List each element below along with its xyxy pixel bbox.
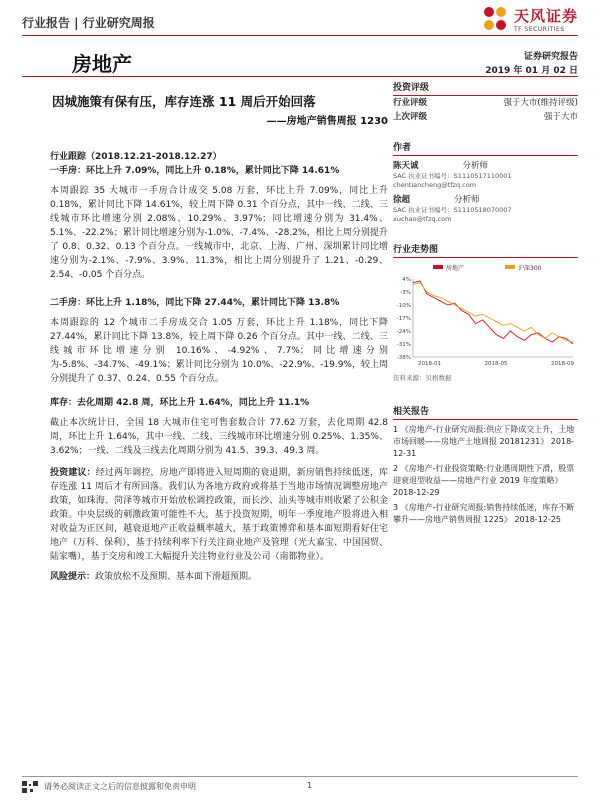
investment-paragraph (50, 466, 388, 564)
tracking-period: 行业跟踪（2018.12.21-2018.12.27） (50, 152, 222, 162)
author-2 (393, 194, 578, 224)
series-line-2 (413, 283, 573, 342)
report-subtitle: ——房地产销售周报 1230 (266, 116, 388, 127)
related-reports (393, 424, 578, 526)
y-tick-label: -38% (396, 355, 411, 361)
legend-label: 沪深300 (518, 265, 542, 272)
y-tick-label: -3% (400, 290, 411, 296)
page-number: 1 (307, 781, 313, 790)
sector-title: 房地产 (72, 52, 132, 76)
industry-rating-label: 行业评级 (393, 98, 428, 108)
logo-mark-icon (480, 4, 510, 34)
related-report-3[interactable]: 3 《房地产-行业研究周报:销售持续低迷，库存不断攀升——房地产销售周报 1225》 2018-12-25 (393, 503, 575, 524)
author-name: 徐超 (393, 195, 411, 205)
disclaimer: 请务必阅读正文之后的信息披露和免责申明 (44, 782, 196, 791)
inventory-heading: 库存：去化周期 42.8 周，环比上升 1.64%，同比上升 11.1% (50, 398, 310, 408)
brand-name-en: TF SECURITIES (513, 26, 565, 33)
y-tick-label: -17% (396, 316, 411, 322)
new-home-paragraph: 本周跟踪 35 大城市一手房合计成交 5.08 万套，环比上升 7.09%，同比上升 0.18%，累计同比下降 14.61%，较上周下降 0.31 个百分点，其中一线、二线、三线城市环比增速分别 2.08%、10.29%、3.97%；同比增速分别为 31.4%、5.1%、-22.2%；累计同比增速分别为-1.0%、-7.4%、-28.2%，相比上周分别提升了 0.8、0.32、0.13 个百分点。一线城市中，北京、上海、广州、深圳累计同比增速分别为-2.1%、-7.9%、3.9%、11.3%，相比上周分别提升了 1.21、-0.29、2.54、-0.05 个百分点。 (50, 186, 388, 280)
main-content (50, 150, 388, 584)
author-email[interactable]: xuchao@tfzq.com (393, 215, 452, 223)
second-hand-heading: 二手房：环比上升 1.18%，同比下降 27.44%，累计同比下降 13.8% (50, 298, 340, 308)
x-tick-label: 2018-01 (418, 361, 441, 367)
rating-section-title: 投资评级 (393, 80, 578, 96)
legend-swatch (433, 265, 443, 269)
page-footer (22, 776, 578, 794)
chart-source: 资料来源：贝格数据 (393, 374, 452, 382)
risk-text: 政策放松不及预期、基本面下滑超预期。 (95, 572, 258, 582)
x-tick-label: 2018-09 (551, 361, 574, 367)
trend-chart-svg (393, 261, 578, 371)
authors-section-title: 作者 (393, 140, 578, 156)
legend-label: 房地产 (446, 265, 465, 272)
author-sac: SAC 执业证书编号：S1110518070007 (393, 206, 512, 214)
y-tick-label: -24% (396, 329, 411, 335)
author-name: 陈天诚 (393, 161, 419, 171)
author-role: 分析师 (454, 195, 480, 205)
previous-rating-value: 强于大市 (543, 112, 578, 122)
legend-swatch (505, 265, 515, 269)
inventory-paragraph: 截止本次统计日，全国 18 大城市住宅可售套数合计 77.62 万套，去化周期 42.8 周，环比上升 1.64%，其中一线、二线、三线城市环比增速分别 0.25%、1.35%、3.62%；一线、二线及三线去化周期分别为 41.5、39.3、49.3 周。 (50, 418, 388, 456)
trend-chart (393, 261, 578, 371)
sidebar (393, 78, 578, 529)
previous-rating-row (393, 110, 578, 124)
investment-text: 经过两年调控，房地产即将进入短周期的衰退期，新房销售持续低迷，库存连涨 11 周后才有所回落。我们认为各地方政府或将基于当地市场情况调整房地产政策，如珠海、菏泽等城市开始放松调控政策，而长沙、汕头等城市则收紧了公积金政策。中央层级的刺激政策可能性不大，基于投资短期，明年一季度地产股将进入相对收益为正区间，越衰退地产正收益概率越大，基于政策博弈和基本面短期看好住宅地产（万科、保利），基于持续利率下行关注商业地产及管理（光大嘉宝、中国国贸、陆家嘴），基于交房和竣工大幅提升关注物业行业及公司（南都物业）。 (50, 468, 388, 562)
investment-label: 投资建议： (50, 468, 96, 478)
brand-name-cn: 天风证券 (513, 7, 578, 25)
series-line-1 (413, 281, 573, 344)
new-home-heading: 一手房：环比上升 7.09%，同比上升 0.18%，累计同比下降 14.61% (50, 166, 340, 176)
author-role: 分析师 (462, 161, 489, 171)
report-type: 证券研究报告 (523, 52, 578, 62)
risk-paragraph (50, 570, 388, 584)
brand-logo (480, 4, 578, 34)
industry-rating-value: 强于大市(维持评级) (503, 98, 578, 108)
related-report-1[interactable]: 1 《房地产-行业研究周报:供应下降成交上升，土地市场回暖——房地产土地周报 20181231》 2018-12-31 (393, 425, 575, 458)
related-section-title: 相关报告 (393, 404, 578, 420)
top-bar (22, 7, 578, 36)
trend-section-title: 行业走势图 (393, 242, 578, 258)
x-tick-label: 2018-05 (484, 361, 508, 367)
risk-label: 风险提示： (50, 572, 96, 582)
report-title: 因城施策有保有压，库存连涨 11 周后开始回落 (52, 94, 316, 109)
report-kind: 行业报告 | 行业研究周报 (22, 16, 155, 30)
y-tick-label: 4% (402, 277, 411, 283)
author-1 (393, 160, 578, 190)
previous-rating-label: 上次评级 (393, 112, 428, 122)
author-sac: SAC 执业证书编号：S1110517110001 (393, 172, 512, 180)
related-report-2[interactable]: 2 《房地产-行业投资策略:行业遇周期性下滑，股票迎衰退型收益——房地产行业 2019 年度策略》 2018-12-29 (393, 464, 575, 497)
y-tick-label: -10% (396, 303, 411, 309)
header-divider (22, 76, 578, 77)
author-email[interactable]: chentiancheng@tfzq.com (393, 181, 477, 189)
industry-rating-row (393, 96, 578, 110)
second-hand-paragraph: 本周跟踪的 12 个城市二手房成交合 1.05 万套，环比上升 1.18%，同比下降 27.44%，累计同比下降 13.8%，较上周下降 0.26 个百分点。其中一线、二线、三线城市环比增速分别 10.16%、-4.92%、7.7%；同比增速分别为-5.8%、-34.7%、-49.1%；累计同比分别为 10.0%、-22.9%、-19.9%，较上周分别提升了 0.37、0.24、0.55 个百分点。 (50, 318, 388, 384)
report-meta (485, 50, 578, 78)
qr-code-icon (22, 781, 38, 793)
report-date: 2019 年 01 月 02 日 (485, 66, 578, 76)
y-tick-label: -31% (396, 342, 411, 348)
